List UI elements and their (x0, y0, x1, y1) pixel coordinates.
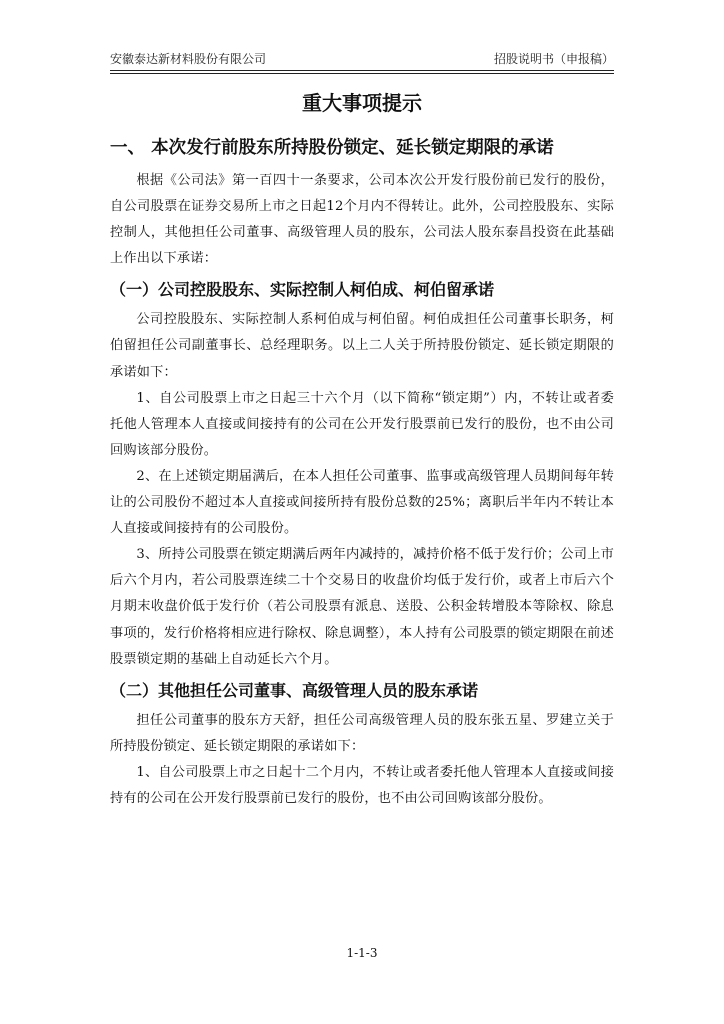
header-company-name: 安徽泰达新材料股份有限公司 (110, 52, 267, 66)
commitment-item: 3、所持公司股票在锁定期满后两年内减持的，减持价格不低于发行价；公司上市后六个月内，若公司股票连续二十个交易日的收盘价均低于发行价，或者上市后六个月期末收盘价低于发行价（若公司股票有派息、送股、公积金转增股本等除权、除息事项的，发行价格将相应进行除权、除息调整），本人持有公司股票的锁定期限在前述股票锁定期的基础上自动延长六个月。 (110, 547, 614, 667)
body-paragraph: 担任公司董事的股东方天舒，担任公司高级管理人员的股东张五星、罗建立关于所持股份锁定、延长锁定期限的承诺如下： (110, 712, 614, 754)
commitment-item: 2、在上述锁定期届满后，在本人担任公司董事、监事或高级管理人员期间每年转让的公司股份不超过本人直接或间接所持有股份总数的25%；离职后半年内不转让本人直接或间接持有的公司股份。 (110, 468, 614, 537)
header-rule (110, 70, 614, 71)
page-content (110, 86, 614, 812)
subsection-heading: （二）其他担任公司董事、高级管理人员的股东承诺 (110, 680, 479, 700)
commitment-item: 1、自公司股票上市之日起三十六个月（以下简称“锁定期”）内，不转让或者委托他人管理本人直接或间接持有的公司在公开发行股票前已发行的股份，也不由公司回购该部分股份。 (110, 390, 614, 458)
commitment-item: 1、自公司股票上市之日起十二个月内，不转让或者委托他人管理本人直接或间接持有的公司在公开发行股票前已发行的股份，也不由公司回购该部分股份。 (110, 764, 614, 806)
header-document-type: 招股说明书（申报稿） (493, 52, 614, 66)
subsection-heading: （一）公司控股股东、实际控制人柯伯成、柯伯留承诺 (110, 280, 495, 300)
page-number: 1-1-3 (346, 946, 378, 960)
section-intro: 根据《公司法》第一百四十一条要求，公司本次公开发行股份前已发行的股份，自公司股票在证券交易所上市之日起12个月内不得转让。此外，公司控股股东、实际控制人，其他担任公司董事、高级管理人员的股东，公司法人股东泰昌投资在此基础上作出以下承诺： (110, 173, 614, 267)
page-title: 重大事项提示 (302, 91, 422, 115)
page-header (110, 50, 614, 70)
body-paragraph: 公司控股股东、实际控制人系柯伯成与柯伯留。柯伯成担任公司董事长职务，柯伯留担任公司副董事长、总经理职务。以上二人关于所持股份锁定、延长锁定期限的承诺如下： (110, 312, 614, 380)
section-heading: 一、 本次发行前股东所持股份锁定、延长锁定期限的承诺 (110, 138, 554, 158)
header-rule-thin (110, 73, 614, 74)
